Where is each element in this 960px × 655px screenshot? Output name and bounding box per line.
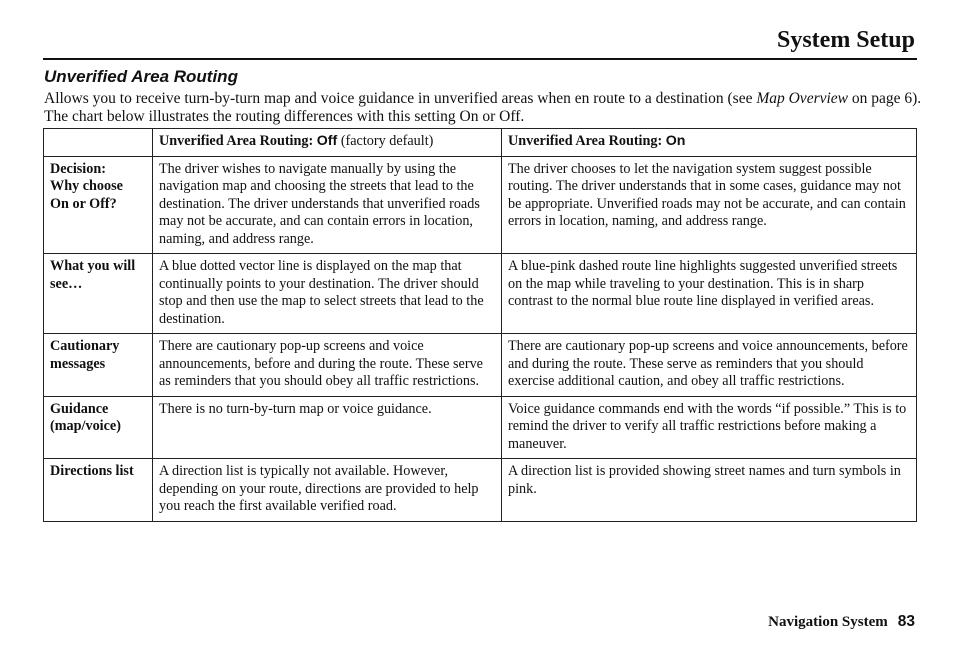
row-head-decision (44, 156, 153, 254)
routing-comparison-table (43, 128, 917, 522)
intro-paragraph (44, 90, 924, 126)
row-head-guidance (44, 396, 153, 459)
cell-on-guidance: Voice guidance commands end with the words “if possible.” This is to remind the driver to verify all traffic restrictions before making a maneuver. (502, 396, 917, 459)
section-heading: Unverified Area Routing (44, 67, 238, 86)
header-off-note: (factory default) (337, 133, 434, 149)
header-routing-on (502, 129, 917, 157)
row-head-cautionary (44, 334, 153, 397)
intro-text-after: on page 6). The chart below illustrates the routing differences with this setting On or Off. (44, 90, 922, 125)
map-overview-reference: Map Overview (756, 90, 849, 107)
cell-off-what-you-see: A blue dotted vector line is displayed on the map that continually points to your destination. The driver should stop and then use the map to select streets that lead to the destination. (153, 254, 502, 334)
table-header-row (44, 129, 917, 157)
page-number: 83 (897, 613, 915, 630)
table-row (44, 459, 917, 522)
row-head-what-you-see (44, 254, 153, 334)
row-head-line: Why choose (50, 178, 123, 194)
cell-off-decision: The driver wishes to navigate manually by using the navigation map and choosing the streets that lead to the destination. The driver understands that unverified roads may not be accurate, and can contain errors in location, naming, and address range. (153, 156, 502, 254)
header-on-value: On (665, 133, 686, 149)
header-routing-off (153, 129, 502, 157)
table-row (44, 254, 917, 334)
cell-on-what-you-see: A blue-pink dashed route line highlights suggested unverified streets on the map while traveling to your destination. This is in sharp contrast to the normal blue route line displayed in verified areas. (502, 254, 917, 334)
row-head-line: On or Off? (50, 195, 117, 212)
row-head-directions (44, 459, 153, 522)
cell-on-cautionary: There are cautionary pop-up screens and voice announcements, before and during the route. These serve as reminders that you should exercise additional caution, and obey all traffic restrictions. (502, 334, 917, 397)
cell-on-directions: A direction list is provided showing street names and turn symbols in pink. (502, 459, 917, 522)
table-row (44, 156, 917, 254)
title-divider (43, 58, 917, 60)
cell-off-cautionary: There are cautionary pop-up screens and voice announcements, before and during the route. These serve as reminders that you should obey all traffic restrictions. (153, 334, 502, 397)
row-head-line: Directions list (50, 463, 134, 479)
row-head-line: (map/voice) (50, 418, 121, 434)
header-off-value: Off (316, 133, 338, 149)
row-head-line: Guidance (50, 400, 109, 417)
page-footer (768, 613, 915, 631)
table-row (44, 334, 917, 397)
row-head-line: see… (50, 275, 83, 292)
row-head-line: Decision: (50, 160, 106, 177)
header-on-label: Unverified Area Routing: (508, 133, 666, 149)
row-head-line: Cautionary (50, 338, 120, 354)
intro-text-before: Allows you to receive turn-by-turn map and voice guidance in unverified areas when en route to a destination (see (44, 90, 757, 107)
header-corner-cell (44, 129, 153, 157)
footer-label: Navigation System (768, 614, 888, 630)
cell-on-decision: The driver chooses to let the navigation system suggest possible routing. The driver understands that in some cases, guidance may not be appropriate. Unverified roads may not be accurate, and can contain errors in location, naming, and address range. (502, 156, 917, 254)
cell-off-directions: A direction list is typically not available. However, depending on your route, directions are provided to help you reach the first available verified road. (153, 459, 502, 522)
header-off-label: Unverified Area Routing: (159, 133, 317, 149)
cell-off-guidance: There is no turn-by-turn map or voice guidance. (153, 396, 502, 459)
page-title: System Setup (776, 27, 915, 53)
row-head-line: messages (50, 355, 106, 372)
row-head-line: What you will (50, 258, 136, 274)
table-row (44, 396, 917, 459)
